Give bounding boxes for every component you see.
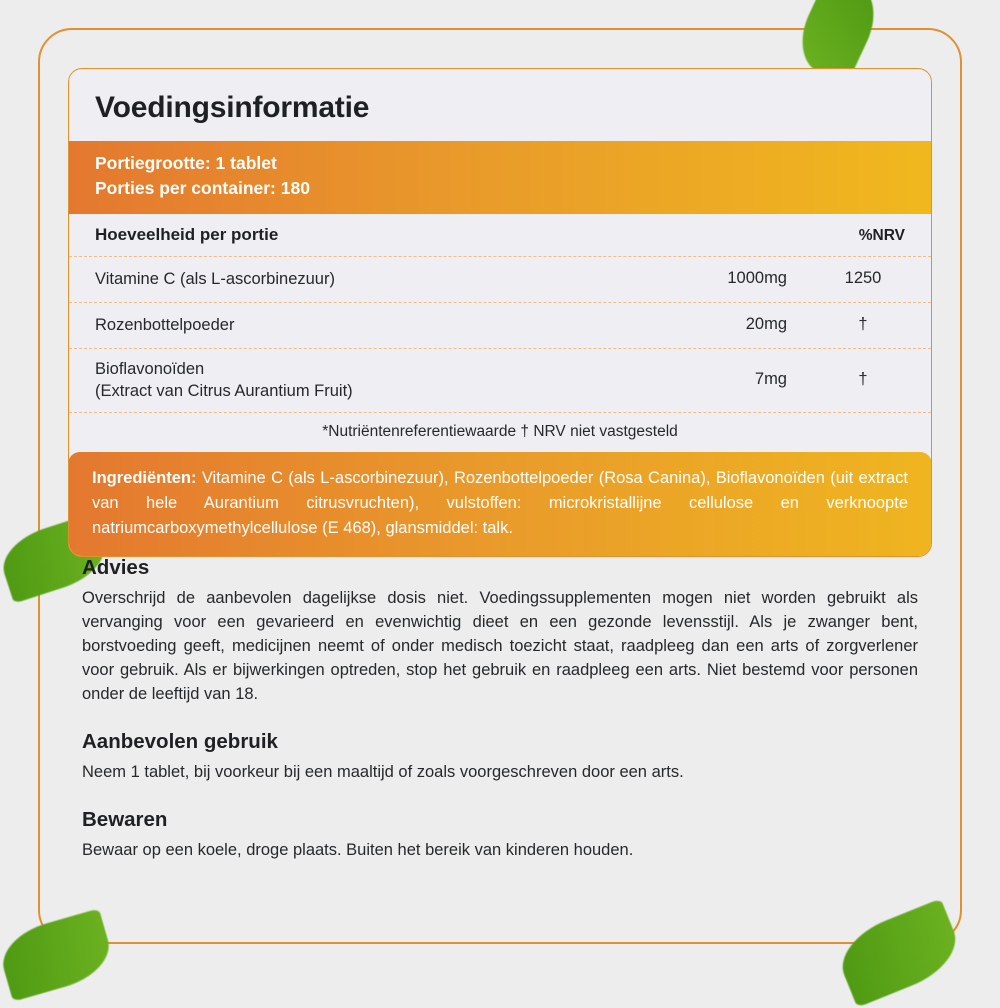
- nutrient-name-primary: Vitamine C (als L-ascorbinezuur): [95, 269, 335, 288]
- section-heading-bewaren: Bewaren: [82, 808, 168, 832]
- section-body-bewaren: Bewaar op een koele, droge plaats. Buiten het bereik van kinderen houden.: [82, 841, 634, 860]
- serving-size-line: Portiegrootte: 1 tablet: [95, 153, 277, 173]
- ingredients-text: Vitamine C (als L-ascorbinezuur), Rozenbottelpoeder (Rosa Canina), Bioflavonoïden (uit extract van hele Aurantium citrusvruchten), vulstoffen: microkristallijne cellulose en verknoopte natriumcarboxymethylcellulose (E 468), glansmiddel: talk.: [92, 469, 908, 538]
- nutrition-facts-card: [68, 68, 932, 557]
- table-row: [69, 302, 931, 348]
- nutrient-amount: 1000mg: [727, 269, 787, 288]
- nutrient-nrv: 1250: [844, 269, 882, 288]
- leaf-icon-bottom-right: [831, 898, 967, 1007]
- servings-per-container-line: Porties per container: 180: [95, 177, 310, 198]
- leaf-icon-bottom-left: [0, 908, 117, 1001]
- nutrient-name-secondary: (Extract van Citrus Aurantium Fruit): [95, 381, 353, 400]
- information-sections: [82, 556, 918, 863]
- nutrient-nrv: †: [858, 370, 868, 389]
- section-body-advies: Overschrijd de aanbevolen dagelijkse dosis niet. Voedingssupplementen mogen niet worden gebruikt als vervanging voor een gevarieerd en evenwichtig dieet en een gezonde levensstijl. Als je zwanger bent, borstvoeding geeft, medicijnen neemt of onder medisch toezicht staat, raadpleeg dan een arts of zorgverlener voor gebruik. Als er bijwerkingen optreden, stop het gebruik en raadpleeg een arts. Niet bestemd voor personen onder de leeftijd van 18.: [82, 589, 918, 704]
- nutrient-name-primary: Bioflavonoïden: [95, 359, 205, 378]
- nutrient-name: [95, 358, 607, 403]
- nutrient-amount: 7mg: [754, 370, 787, 389]
- nutrient-nrv: †: [858, 315, 868, 334]
- serving-info-band: [69, 141, 931, 214]
- ingredients-band: [68, 452, 932, 557]
- section-heading-advies: Advies: [82, 556, 150, 579]
- amount-per-serving-header: Hoeveelheid per portie: [95, 224, 279, 244]
- table-footnote: *Nutriëntenreferentiewaarde † NRV niet vastgesteld: [69, 412, 931, 452]
- nrv-header: %NRV: [858, 226, 905, 244]
- section-advies: [82, 556, 918, 706]
- section-aanbevolen-gebruik: [82, 730, 918, 784]
- page-title: Voedingsinformatie: [95, 91, 370, 124]
- section-heading-aanbevolen-gebruik: Aanbevolen gebruik: [82, 730, 278, 754]
- nutrient-amount: 20mg: [745, 315, 787, 334]
- ingredients-label: Ingrediënten:: [92, 469, 197, 488]
- nutrient-name: [95, 314, 607, 336]
- section-body-aanbevolen-gebruik: Neem 1 tablet, bij voorkeur bij een maaltijd of zoals voorgeschreven door een arts.: [82, 763, 684, 782]
- nutrient-name-primary: Rozenbottelpoeder: [95, 315, 235, 334]
- nutrient-name: [95, 268, 607, 290]
- section-bewaren: [82, 808, 918, 862]
- table-row: [69, 348, 931, 413]
- table-row: [69, 256, 931, 302]
- table-header-row: [69, 214, 931, 256]
